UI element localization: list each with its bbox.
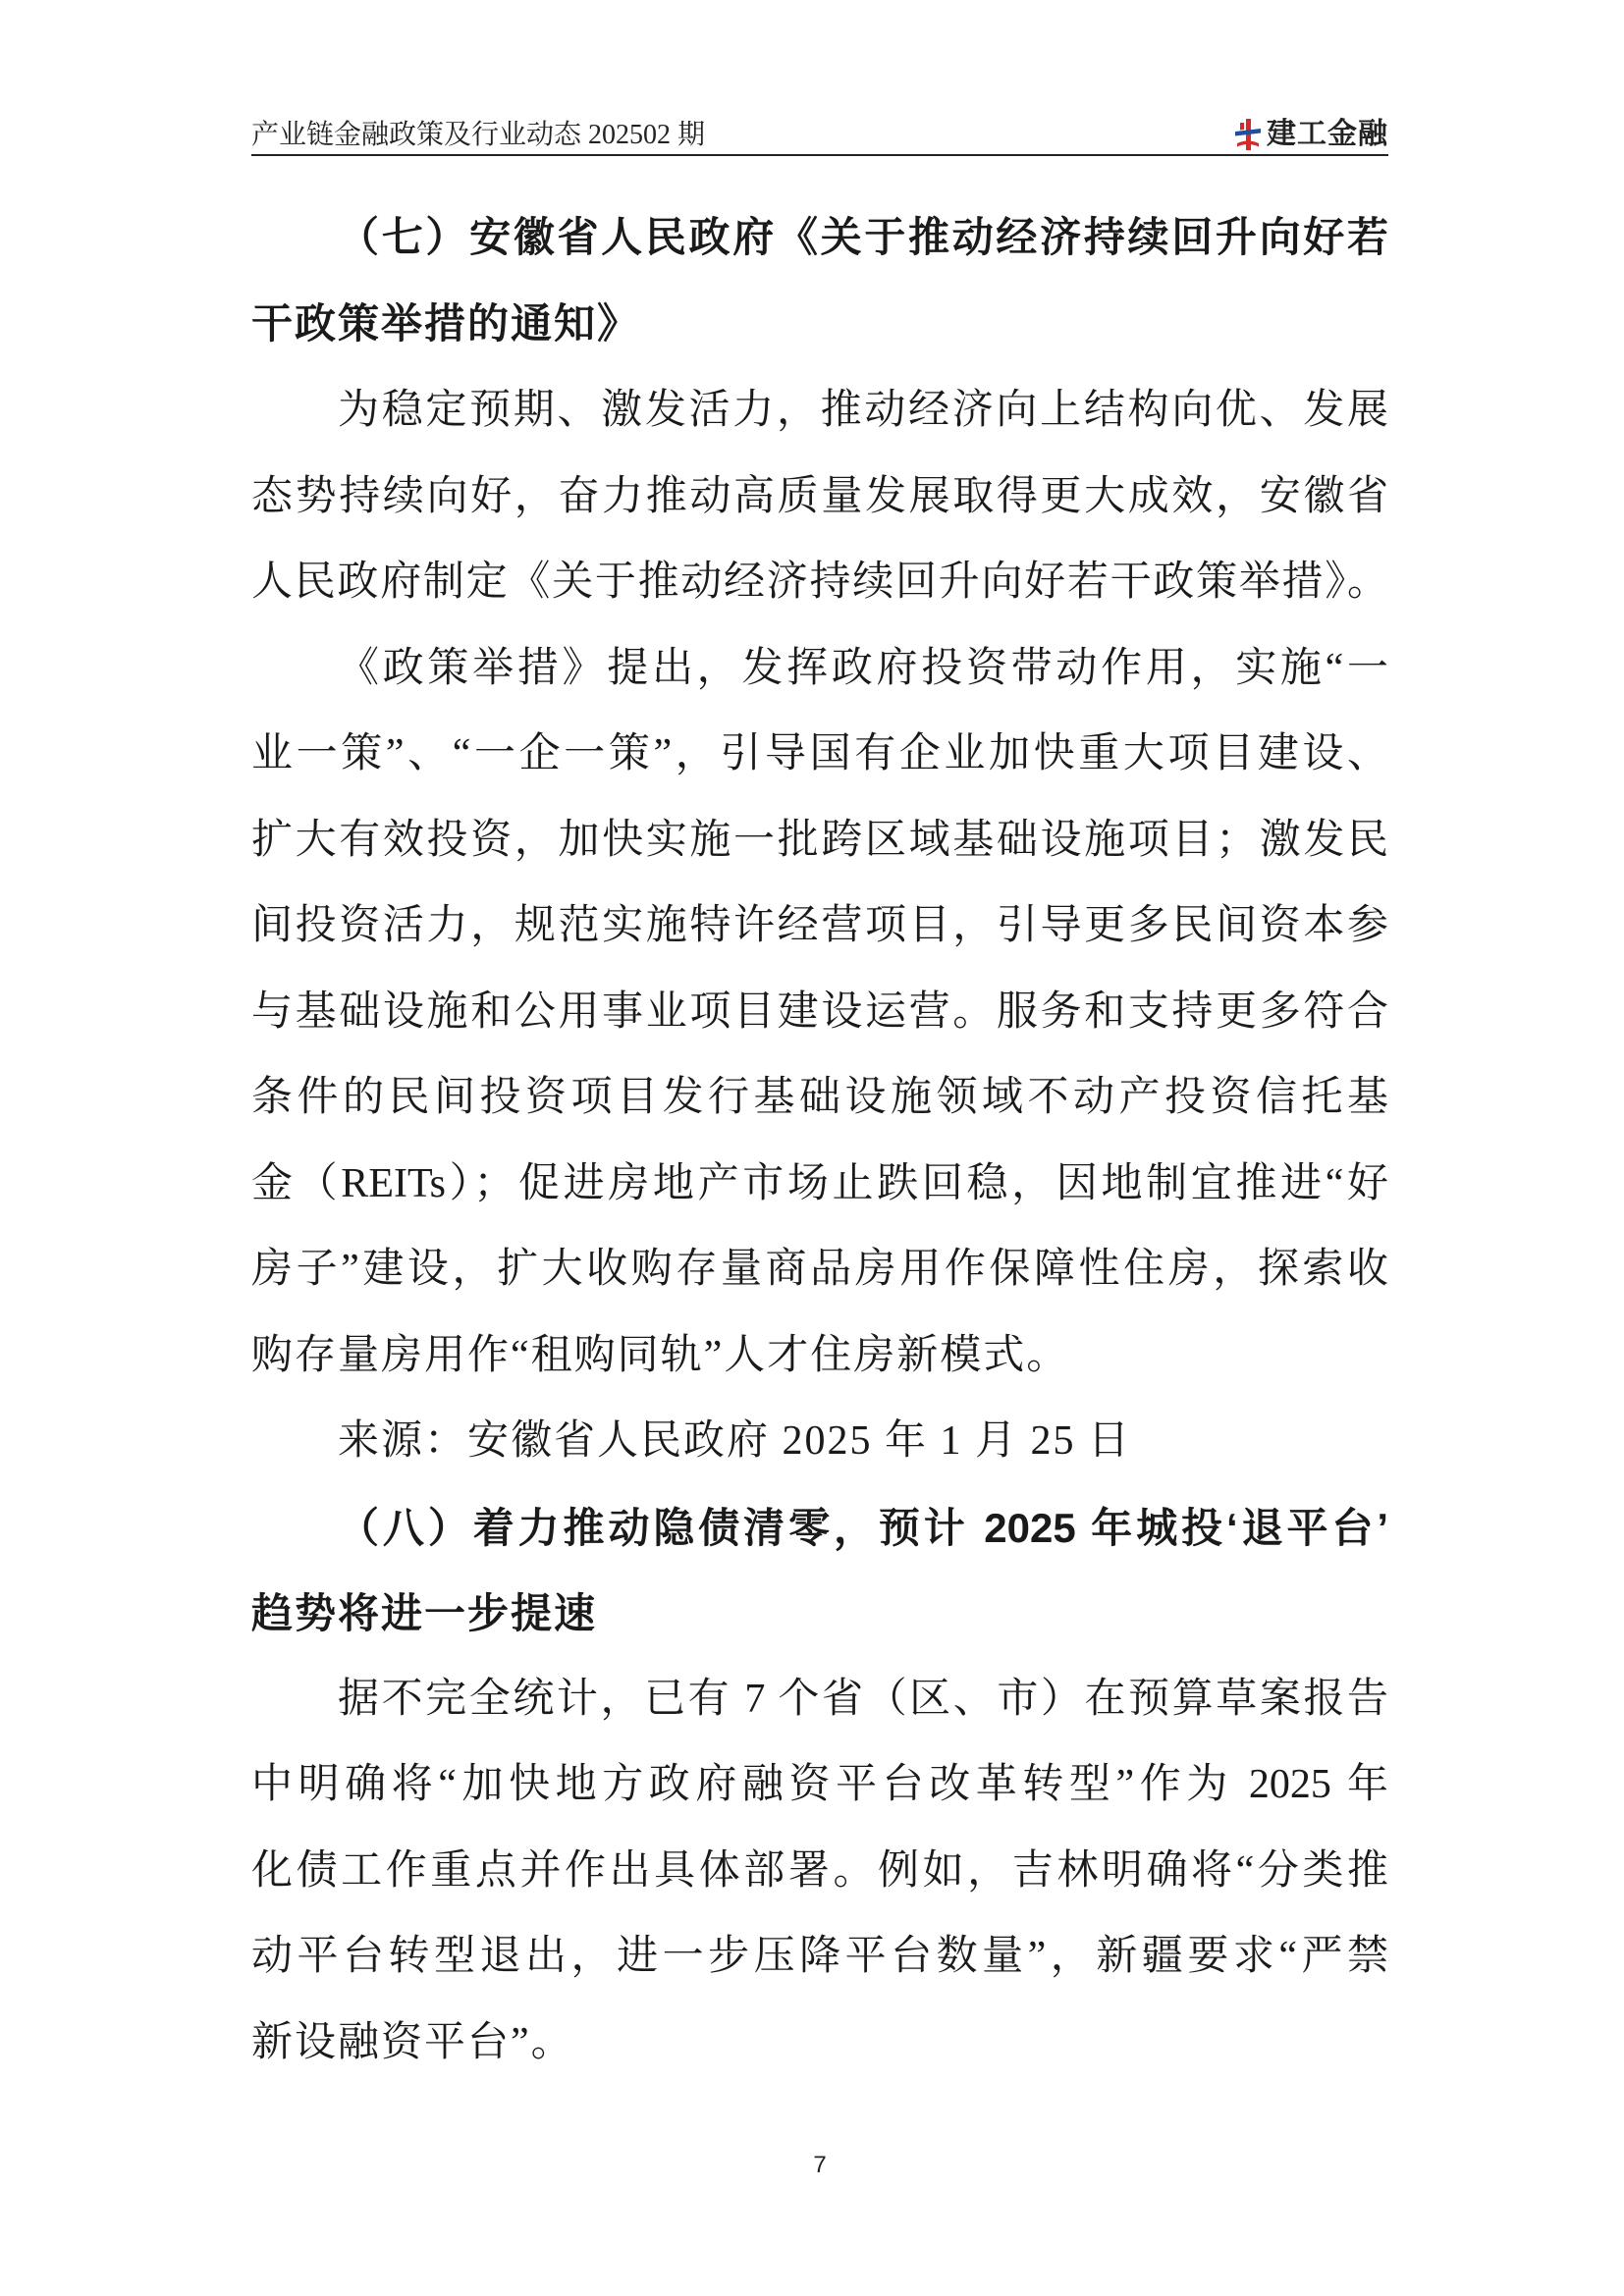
source-line: 来源：安徽省人民政府 2025 年 1 月 25 日: [338, 1418, 1132, 1464]
paragraph-line: 中明确将“加快地方政府融资平台改革转型”作为 2025 年: [251, 1762, 1388, 1807]
paragraph-line: 金（REITs）；促进房地产市场止跌回稳，因地制宜推进“好: [251, 1160, 1388, 1206]
paragraph-line: 业一策”、“一企一策”，引导国有企业加快重大项目建设、: [251, 731, 1388, 776]
header-divider: [251, 154, 1388, 156]
section-8-heading-line: 趋势将进一步提速: [251, 1590, 598, 1636]
paragraph-line: 人民政府制定《关于推动经济持续回升向好若干政策举措》。: [251, 560, 1388, 605]
paragraph-line: 扩大有效投资，加快实施一批跨区域基础设施项目；激发民: [251, 817, 1388, 863]
page-number: 7: [813, 2152, 827, 2178]
paragraph-line: 据不完全统计，已有 7 个省（区、市）在预算草案报告: [338, 1676, 1388, 1722]
company-logo-icon: [1233, 117, 1263, 152]
page-body: [251, 196, 1388, 2086]
paragraph-line: 间投资活力，规范实施特许经营项目，引导更多民间资本参: [251, 903, 1388, 948]
report-title: 产业链金融政策及行业动态 202502 期: [251, 120, 706, 150]
paragraph-line: 条件的民间投资项目发行基础设施领域不动产投资信托基: [251, 1075, 1388, 1120]
section-7-heading-line: （七）安徽省人民政府《关于推动经济持续回升向好若: [338, 216, 1388, 261]
paragraph-line: 为稳定预期、激发活力，推动经济向上结构向优、发展: [338, 388, 1388, 433]
paragraph-line: 态势持续向好，奋力推动高质量发展取得更大成效，安徽省: [251, 473, 1388, 519]
paragraph-line: 化债工作重点并作出具体部署。例如，吉林明确将“分类推: [251, 1847, 1388, 1894]
paragraph-line: 《政策举措》提出，发挥政府投资带动作用，实施“一: [338, 645, 1388, 691]
company-logo: [1233, 114, 1388, 155]
paragraph-line: 房子”建设，扩大收购存量商品房用作保障性住房，探索收: [251, 1247, 1388, 1292]
section-8-heading-line: （八）着力推动隐债清零，预计 2025 年城投‘退平台’: [338, 1504, 1388, 1551]
company-logo-text: 建工金融: [1267, 118, 1388, 150]
paragraph-line: 新设融资平台”。: [251, 2019, 574, 2065]
paragraph-line: 购存量房用作“租购同轨”人才住房新模式。: [251, 1332, 1070, 1378]
paragraph-line: 动平台转型退出，进一步压降平台数量”，新疆要求“严禁: [251, 1934, 1388, 1979]
paragraph-line: 与基础设施和公用事业项目建设运营。服务和支持更多符合: [251, 988, 1388, 1035]
section-7-heading-line: 干政策举措的通知》: [251, 301, 641, 347]
